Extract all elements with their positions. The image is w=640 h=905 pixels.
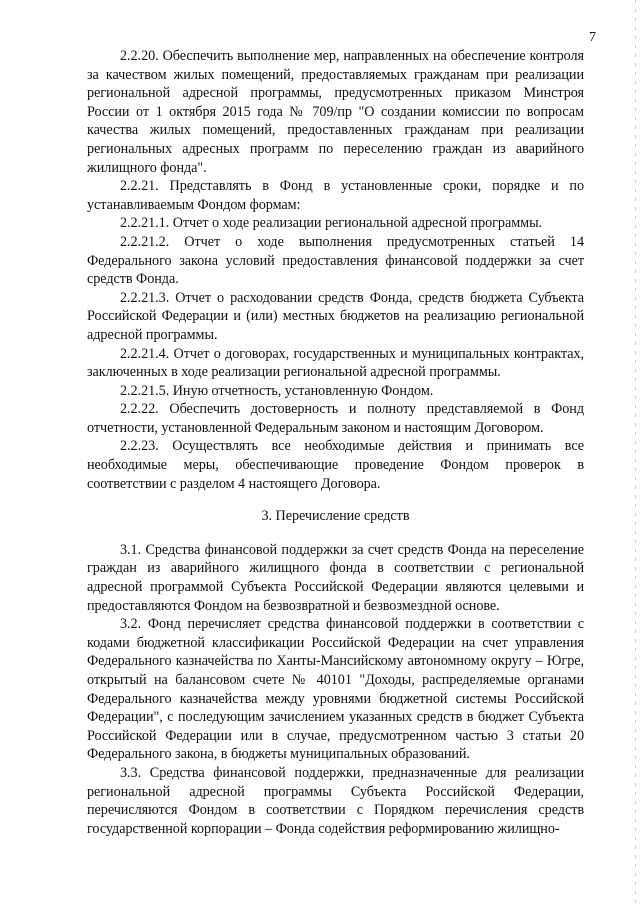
- paragraph-2-2-21: 2.2.21. Представлять в Фонд в установленные сроки, порядке и по устанавливаемым Фондом формам:: [87, 178, 584, 213]
- paragraph-3-2: 3.2. Фонд перечисляет средства финансовой поддержки в соответствии с кодами бюджетной классификации Российской Федерации на счет управления Федерального казначейства по Ханты-Мансийскому автономному округу – Югре, открытый на балансовом счете № 40101 "Доходы, распределяемые органами Федерального казначейства между уровнями бюджетной системы Российской Федерации", с последующим зачислением указанных средств в бюджет Субъекта Российской Федерации или в случае, предусмотренном частью 3 статьи 20 Федерального закона, в бюджеты муниципальных образований.: [87, 616, 584, 763]
- paragraph-2-2-21-3: 2.2.21.3. Отчет о расходовании средств Фонда, средств бюджета Субъекта Российской Федерации и (или) местных бюджетов на реализацию региональной адресной программы.: [87, 289, 584, 343]
- paragraph-3-3: 3.3. Средства финансовой поддержки, предназначенные для реализации региональной адресной программы Субъекта Российской Федерации, перечисляются Фондом в соответствии с Порядком перечисления средств государственной корпорации – Фонда содействия реформированию жилищно-: [87, 764, 584, 837]
- paragraph-2-2-23: 2.2.23. Осуществлять все необходимые действия и принимать все необходимые меры, обеспечивающие проведение Фондом проверок в соответствии с разделом 4 настоящего Договора.: [87, 438, 584, 492]
- paragraph-2-2-21-4: 2.2.21.4. Отчет о договорах, государственных и муниципальных контрактах, заключенных в ходе реализации региональной адресной программы.: [87, 345, 584, 381]
- section-title: 3. Перечисление средств: [261, 508, 410, 525]
- paragraph-2-2-20: 2.2.20. Обеспечить выполнение мер, направленных на обеспечение контроля за качеством жилых помещений, предоставляемых гражданам при реализации региональной адресной программы, предусмотренных приказом Минстроя России от 1 октября 2015 года № 709/пр "О создании комиссии по вопросам качества жилых помещений, предоставленных гражданам при реализации региональных адресных программ по переселению граждан из аварийного жилищного фонда".: [87, 48, 584, 176]
- paragraph-2-2-21-1: 2.2.21.1. Отчет о ходе реализации региональной адресной программы.: [120, 215, 543, 232]
- paragraph-2-2-21-2: 2.2.21.2. Отчет о ходе выполнения предусмотренных статьей 14 Федерального закона условий предоставления финансовой поддержки за счет средств Фонда.: [87, 233, 584, 288]
- scan-edge-artifact: [635, 0, 636, 905]
- page-number: 7: [589, 30, 596, 45]
- paragraph-3-1: 3.1. Средства финансовой поддержки за счет средств Фонда на переселение граждан из аварийного жилищного фонда в соответствии с региональной адресной программой Субъекта Российской Федерации являются целевыми и предоставляются Фондом на безвозвратной и безвозмездной основе.: [87, 541, 584, 614]
- paragraph-2-2-21-5: 2.2.21.5. Иную отчетность, установленную Фондом.: [120, 382, 434, 399]
- paragraph-2-2-22: 2.2.22. Обеспечить достоверность и полноту представляемой в Фонд отчетности, установленной Федеральным законом и настоящим Договором.: [87, 401, 584, 436]
- document-body: [87, 47, 584, 838]
